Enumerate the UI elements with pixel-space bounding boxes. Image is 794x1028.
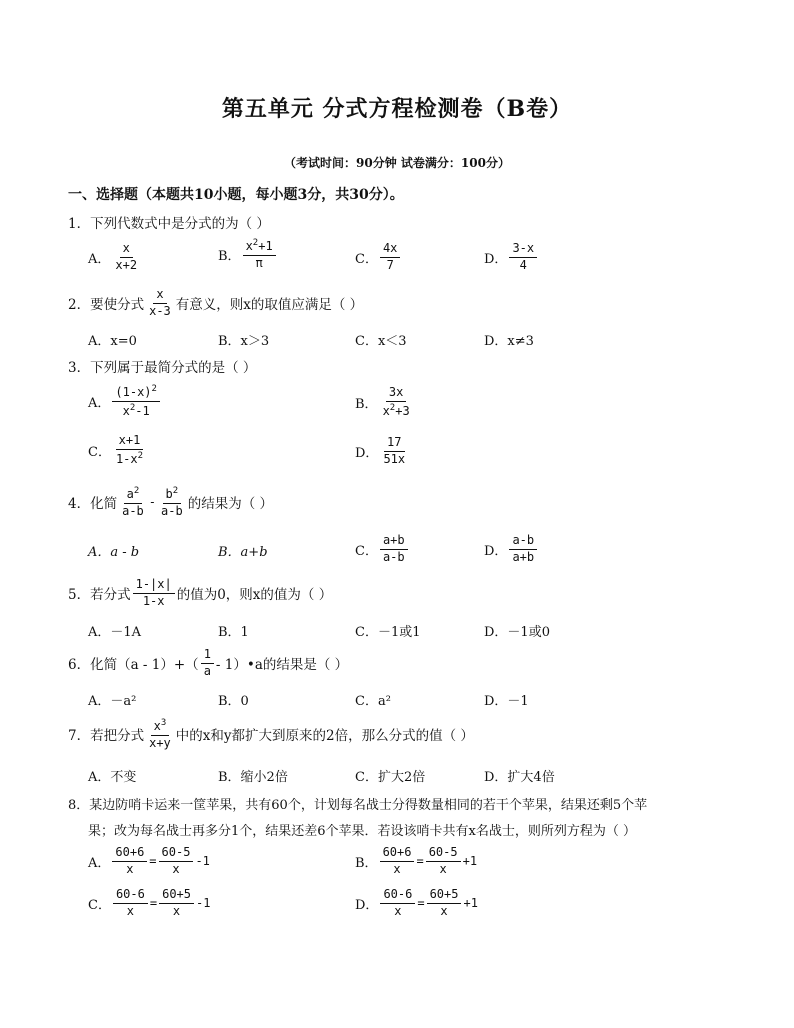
q2-option-b[interactable]: B．x＞3 [218,334,270,349]
q4-option-b[interactable]: B．a+b [218,545,268,560]
q8-option-d[interactable]: D． $\frac{60-6}{x}$ = $\frac{60+5}{x}$ +1 [355,887,478,918]
q4-option-c[interactable]: C． $\frac{a+b}{a-b}$ [355,534,410,565]
q6-option-a[interactable]: A．－a² [88,694,137,709]
q5-option-c[interactable]: C．－1或1 [355,625,421,640]
fraction: $\frac{60+5}{x}$ [427,888,462,919]
fraction: $\frac{a+b}{a-b}$ [380,534,408,565]
fraction: $\frac{b^2}{a-b}$ [161,486,183,518]
q6-option-d[interactable]: D．－1 [484,694,529,709]
fraction: $\frac{4x}{7}$ [380,242,400,273]
q6-option-b[interactable]: B．0 [218,694,249,709]
fraction: $\frac{60+6}{x}$ [112,846,147,877]
fraction: $\frac{x+1}{1-x^2}$ [115,433,144,466]
fraction: $\frac{60+5}{x}$ [159,888,194,919]
question-5-stem: 5．若分式 $\frac{1-|x|}{1-x}$ 的值为0，则x的值为（ ） [68,577,333,608]
fraction: $\frac{17}{51x}$ [383,435,406,466]
fraction: $\frac{x}{x+2}$ [115,241,138,272]
section-heading: 一、选择题（本题共10小题，每小题3分，共30分）。 [68,187,404,203]
q3-option-c[interactable]: C． $\frac{x+1}{1-x^2}$ [88,434,148,467]
fraction: $\frac{3-x}{4}$ [509,242,537,273]
fraction: $\frac{a^2}{a-b}$ [122,486,144,518]
question-4-stem: 4．化简 $\frac{a^2}{a-b}$ - $\frac{b^2}{a-b}$ 的结果为（ ） [68,486,273,518]
q5-option-a[interactable]: A．－1A [88,625,142,640]
question-1-stem: 1．下列代数式中是分式的为（ ） [68,216,270,232]
question-8-stem-line-1: 8．某边防哨卡运来一筐苹果，共有60个，计划每名战士分得数量相同的若干个苹果，结果还剩5个苹 [68,798,648,813]
fraction: $\frac{x^2+1}{\pi}$ [243,238,276,271]
fraction: $\frac{a-b}{a+b}$ [509,534,537,565]
q3-option-b[interactable]: B． $\frac{3x}{x^2+3}$ [355,386,415,419]
q2-option-c[interactable]: C．x＜3 [355,334,407,349]
fraction: $\frac{60-5}{x}$ [426,846,461,877]
q7-option-a[interactable]: A．不变 [88,770,137,785]
question-7-stem: 7．若把分式 $\frac{x^3}{x+y}$ 中的x和y都扩大到原来的2倍，那么分式的值（ ） [68,718,474,750]
q7-option-c[interactable]: C．扩大2倍 [355,770,426,785]
q1-option-c[interactable]: C． $\frac{4x}{7}$ [355,242,402,273]
page-title: 第五单元 分式方程检测卷（B卷） [221,96,573,122]
fraction: $\frac{60+6}{x}$ [380,846,415,877]
q2-option-a[interactable]: A．x=0 [88,334,137,349]
q7-option-b[interactable]: B．缩小2倍 [218,770,288,785]
q4-option-a[interactable]: A．a - b [88,545,140,560]
fraction: $\frac{1-|x|}{1-x}$ [133,578,175,609]
q2-option-d[interactable]: D．x≠3 [484,334,534,349]
question-6-stem: 6．化简（a - 1）+（ $\frac{1}{a}$ - 1）•a的结果是（ ） [68,647,349,678]
fraction: $\frac{x}{x-3}$ [149,287,171,318]
fraction: $\frac{3x}{x^2+3}$ [382,385,410,418]
q6-option-c[interactable]: C．a² [355,694,391,709]
fraction: $\frac{60-5}{x}$ [159,846,194,877]
q7-option-d[interactable]: D．扩大4倍 [484,770,555,785]
question-2-stem: 2．要使分式 $\frac{x}{x-3}$ 有意义，则x的取值应满足（ ） [68,287,364,318]
question-3-stem: 3．下列属于最简分式的是（ ） [68,360,257,376]
q8-option-b[interactable]: B． $\frac{60+6}{x}$ = $\frac{60-5}{x}$ +1 [355,845,478,876]
q3-option-d[interactable]: D． $\frac{17}{51x}$ [355,436,410,467]
exam-info: （考试时间：90分钟 试卷满分：100分） [284,156,510,170]
q5-option-d[interactable]: D．－1或0 [484,625,550,640]
q4-option-d[interactable]: D． $\frac{a-b}{a+b}$ [484,534,539,565]
q1-option-d[interactable]: D． $\frac{3-x}{4}$ [484,242,539,273]
fraction: $\frac{1}{a}$ [201,648,214,679]
fraction: $\frac{60-6}{x}$ [113,888,148,919]
fraction: $\frac{(1-x)^2}{x^2-1}$ [112,384,160,419]
fraction: $\frac{60-6}{x}$ [380,888,415,919]
q1-option-a[interactable]: A． $\frac{x}{x+2}$ [88,242,142,273]
question-8-stem-line-2: 果；改为每名战士再多分1个，结果还差6个苹果．若设该哨卡共有x名战士，则所列方程为（ ） [88,824,637,839]
q1-option-b[interactable]: B． $\frac{x^2+1}{\pi}$ [218,238,278,271]
q3-option-a[interactable]: A． $\frac{(1-x)^2}{x^2-1}$ [88,384,162,419]
q5-option-b[interactable]: B．1 [218,625,249,640]
fraction: $\frac{x^3}{x+y}$ [149,718,171,750]
q8-option-a[interactable]: A． $\frac{60+6}{x}$ = $\frac{60-5}{x}$ -1 [88,845,210,876]
q8-option-c[interactable]: C． $\frac{60-6}{x}$ = $\frac{60+5}{x}$ -1 [88,887,211,918]
